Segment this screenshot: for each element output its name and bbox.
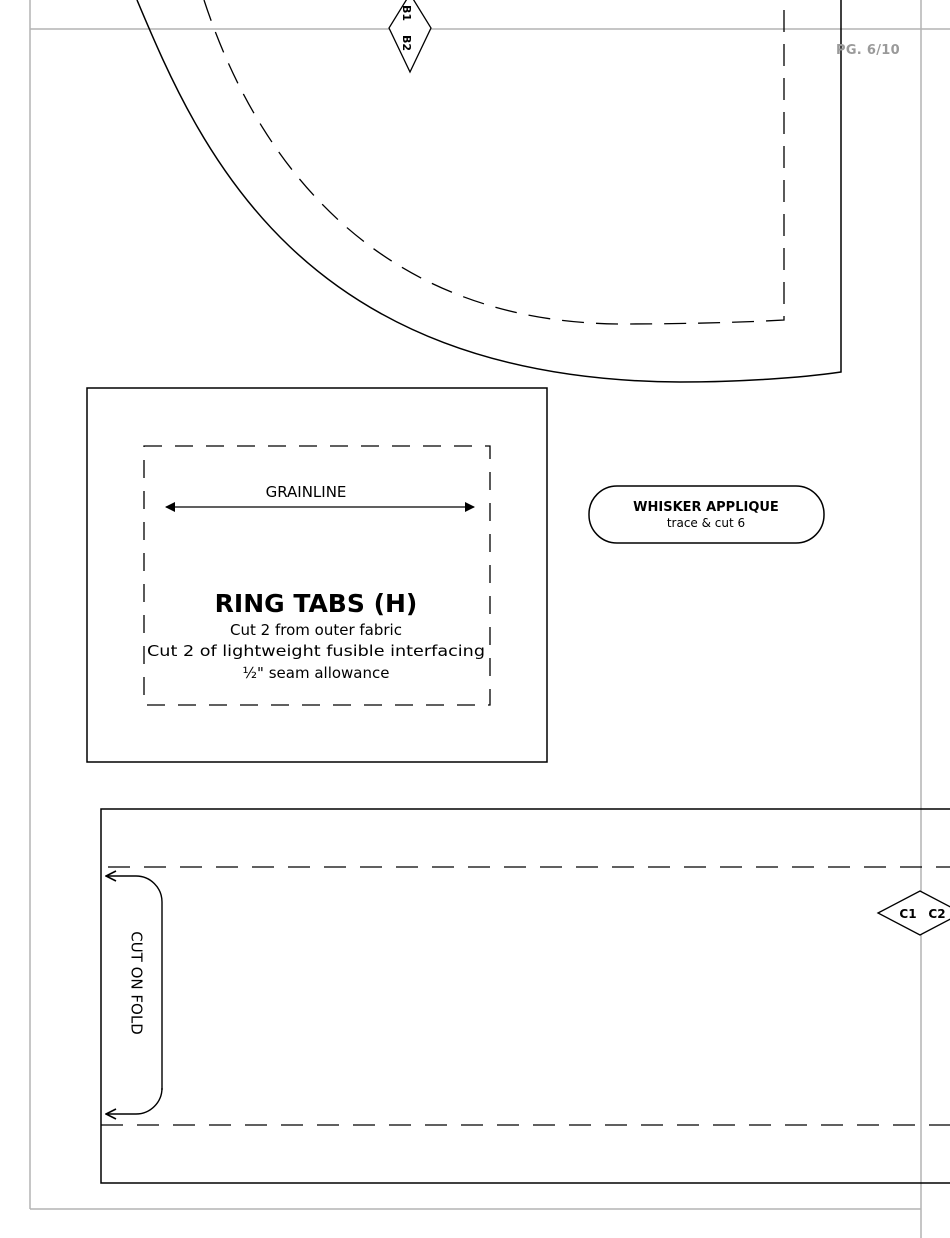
- notch-label-b1: B1: [400, 4, 413, 22]
- notch-b1-b2: [389, 0, 431, 72]
- grainline-label: GRAINLINE: [265, 483, 347, 501]
- cut-on-fold-bracket-lower: [106, 1088, 162, 1114]
- piece-b-cut-line: [137, 0, 841, 382]
- piece-c-cut-line: [101, 809, 950, 1183]
- notch-label-b2: B2: [400, 34, 413, 52]
- ring-tabs-instruction-3: ½" seam allowance: [242, 664, 390, 682]
- pattern-piece-c: [101, 809, 950, 1183]
- page-number: PG. 6/10: [836, 43, 900, 58]
- ring-tabs-instruction-2: Cut 2 of lightweight fusible interfacing: [147, 642, 485, 660]
- page-border: [30, 0, 950, 1238]
- whisker-applique-label: [589, 486, 824, 543]
- notch-c1-c2: [878, 891, 950, 935]
- ring-tabs-title: RING TABS (H): [214, 589, 418, 618]
- cut-on-fold-label: CUT ON FOLD: [127, 931, 146, 1035]
- notch-label-c2: C2: [928, 907, 946, 921]
- whisker-applique-subtitle: trace & cut 6: [666, 516, 746, 530]
- whisker-applique-title: WHISKER APPLIQUE: [633, 500, 779, 515]
- notch-label-c1: C1: [899, 907, 917, 921]
- pattern-piece-ring-tabs: [87, 388, 547, 762]
- piece-b-seam-line: [204, 0, 784, 324]
- ring-tabs-instruction-1: Cut 2 from outer fabric: [230, 621, 402, 639]
- ring-tabs-cut-line: [87, 388, 547, 762]
- pattern-piece-b: [137, 0, 841, 382]
